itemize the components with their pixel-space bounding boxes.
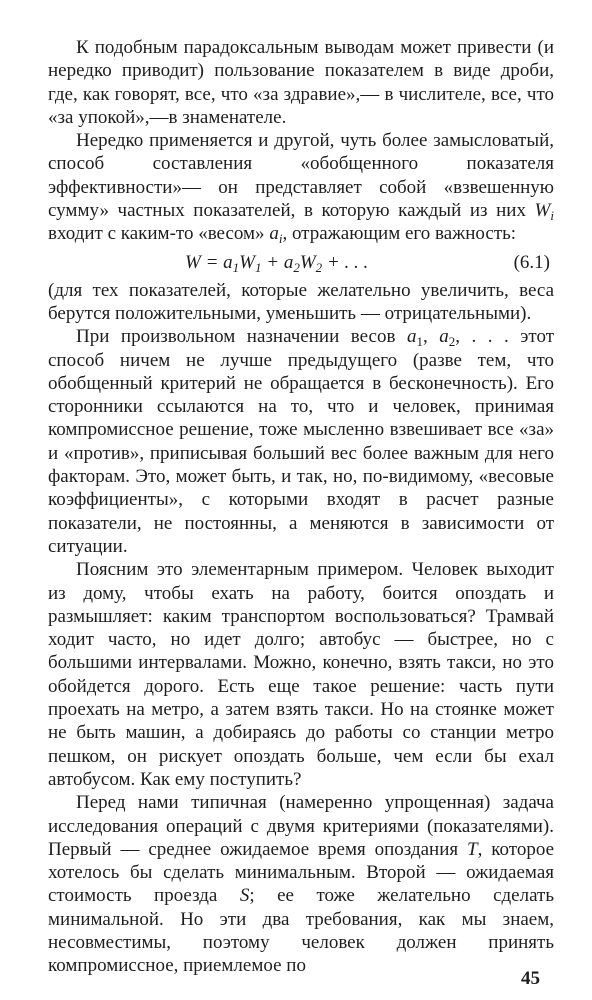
- paragraph-5: [48, 558, 554, 791]
- subscript: 2: [293, 259, 300, 275]
- italic-symbol: a: [283, 251, 294, 273]
- paragraph-4: [48, 325, 554, 558]
- subscript: 1: [254, 259, 262, 275]
- italic-symbol: W: [299, 251, 316, 273]
- text-run: При произвольном назначении весов: [76, 326, 407, 348]
- paragraph-3: [48, 279, 554, 326]
- text-run: ; ее тоже желательно сделать минимальной. Но эти два требования, как мы знаем, несовместимы, поэтому человек должен принять компромиссное, приемлемое по: [48, 885, 554, 977]
- formula-6-1: [185, 251, 368, 274]
- text-run: =: [200, 251, 224, 273]
- text-run: Поясним это элементарным примером. Человек выходит из дому, чтобы ехать на работу, боится опоздать и размышляет: каким транспортом воспользоваться? Трамвай ходит часто, но идет долго; автобус — быстрее, но с большими интервалами. Можно, конечно, взять такси, но это обойдется дорого. Есть еще такое решение: часть пути проехать на метро, а затем взять такси. Но на стоянке может не быть машин, а добираясь до работы со станции метро пешком, он рискует опоздать больше, чем если бы ехал автобусом. Как ему поступить?: [48, 559, 554, 790]
- italic-symbol: a: [269, 223, 279, 245]
- text-run: Нередко применяется и другой, чуть более замысловатый, способ составления «обобщенного показателя эффективности»— он представляет собой «взвешенную сумму» частных показателей, в которую каждый из них: [48, 130, 554, 222]
- subscript: 1: [232, 259, 240, 275]
- text-run: (для тех показателей, которые желательно увеличить, веса берутся положительными, уменьшить — отрицательными).: [48, 279, 554, 324]
- text-run: входит с каким-то «весом»: [48, 223, 270, 245]
- formula-row: [48, 249, 554, 279]
- paragraph-1: [48, 36, 554, 129]
- text-run: + . . .: [322, 251, 369, 273]
- text-run: ,: [422, 326, 440, 348]
- subscript: 2: [315, 259, 323, 275]
- subscript: 2: [448, 334, 456, 350]
- text-run: Перед нами типичная (намеренно упрощенная) задача исследования операций с двумя критериями (показателями). Первый — среднее ожидаемое время опоздания: [48, 792, 554, 860]
- text-run: , которое хотелось бы сделать минимальным. Второй — ожидаемая стоимость проезда: [48, 838, 554, 907]
- italic-symbol: W: [185, 251, 201, 273]
- italic-symbol: W: [534, 200, 551, 222]
- page-number: 45: [521, 968, 540, 989]
- subscript: i: [278, 231, 283, 247]
- text-run: , . . . этот способ ничем не лучше предыдущего (разве тем, что обобщенный критерий не обращается в бесконечность). Его сторонники ссылаются на то, что и человек, принимая компромиссное решение, тоже мысленно взвешивает все «за» и «против», приписывая больший вес более важным для него факторам. Это, может быть, и так, но, по-видимому, «весовые коэффициенты», с которыми входят в расчет разные показатели, не постоянны, а меняются в зависимости от ситуации.: [48, 326, 554, 557]
- page-body: [48, 36, 554, 978]
- italic-symbol: a: [223, 251, 233, 273]
- paragraph-2: [48, 129, 554, 245]
- italic-symbol: T: [467, 838, 478, 860]
- subscript: i: [550, 208, 554, 224]
- italic-symbol: W: [239, 251, 255, 273]
- italic-symbol: a: [406, 326, 417, 348]
- equation-number: (6.1): [513, 251, 550, 273]
- paragraph-6: [48, 791, 554, 977]
- text-run: К подобным парадоксальным выводам может привести (и нередко приводит) пользование показателем в виде дроби, где, как говорят, все, что «за здравие»,— в числителе, все, что «за упокой»,—в знаменателе.: [48, 37, 554, 128]
- italic-symbol: S: [239, 885, 250, 907]
- subscript: 1: [416, 334, 423, 350]
- text-run: , отражающим его важность:: [282, 223, 517, 245]
- text-run: +: [261, 251, 284, 273]
- italic-symbol: a: [439, 326, 449, 348]
